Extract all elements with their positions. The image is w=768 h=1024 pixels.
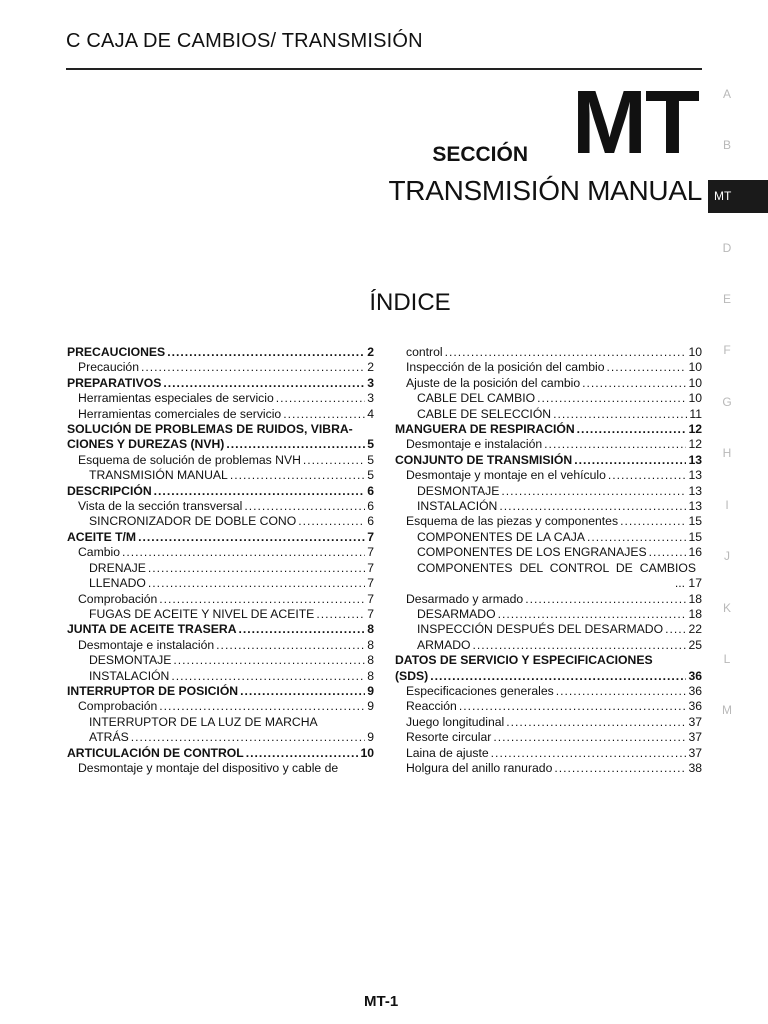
toc-entry[interactable] xyxy=(67,499,374,514)
toc-entry[interactable] xyxy=(395,499,702,514)
toc-entry-title: Comprobación xyxy=(78,591,158,606)
toc-entry-page: 18 xyxy=(688,606,702,621)
toc-entry-page: 7 xyxy=(367,545,374,560)
toc-entry-title: Reacción xyxy=(406,699,457,714)
toc-leader-dots xyxy=(525,592,686,607)
toc-leader-dots xyxy=(244,499,365,514)
toc-entry-page: 5 xyxy=(367,452,374,467)
toc-leader-dots xyxy=(239,622,366,637)
toc-leader-dots xyxy=(430,669,686,684)
toc-entry[interactable] xyxy=(395,376,702,391)
toc-entry-title: Comprobación xyxy=(78,699,158,714)
toc-entry[interactable] xyxy=(395,746,702,761)
toc-entry-line: Desmontaje y montaje del dispositivo y cable de xyxy=(78,760,339,775)
toc-entry-title: CABLE DE SELECCIÓN xyxy=(417,406,552,421)
toc-leader-dots xyxy=(240,684,365,699)
toc-entry-title: MANGUERA DE RESPIRACIÓN xyxy=(395,422,575,437)
toc-leader-dots xyxy=(163,376,365,391)
toc-entry-page: 6 xyxy=(367,514,374,529)
toc-entry-title: PRECAUCIONES xyxy=(67,345,166,359)
toc-entry-title: LLENADO xyxy=(89,576,146,591)
toc-entry-page: 10 xyxy=(360,745,374,760)
toc-entry[interactable] xyxy=(67,514,374,529)
toc-entry-title: ARTICULACIÓN DE CONTROL xyxy=(67,745,244,760)
toc-entry-page: 13 xyxy=(688,452,702,467)
toc-entry-title: DRENAJE xyxy=(89,560,146,575)
toc-entry[interactable] xyxy=(67,576,374,591)
side-tab-b[interactable]: B xyxy=(722,138,731,152)
toc-entry[interactable] xyxy=(395,407,702,422)
toc-entry-title: Esquema de solución de problemas NVH xyxy=(78,452,301,467)
toc-entry-line: COMPONENTES DEL CONTROL DE CAMBIOS xyxy=(417,560,696,575)
toc-entry-line: SOLUCIÓN DE PROBLEMAS DE RUIDOS, VIBRA- xyxy=(67,422,353,437)
toc-entry[interactable] xyxy=(395,422,702,437)
toc-leader-dots xyxy=(216,638,365,653)
side-tab-f[interactable]: F xyxy=(723,343,731,357)
toc-entry-page: 4 xyxy=(367,406,374,421)
toc-entry[interactable] xyxy=(67,407,374,422)
toc-entry-page: 12 xyxy=(688,422,702,437)
toc-entry-title: Juego longitudinal xyxy=(406,714,505,729)
toc-entry[interactable] xyxy=(395,730,702,745)
side-tab-d[interactable]: D xyxy=(722,241,732,255)
toc-leader-dots xyxy=(316,607,365,622)
toc-entry[interactable] xyxy=(67,638,374,653)
toc-entry-title: Desmontaje y montaje en el vehículo xyxy=(406,468,606,483)
toc-entry-continuation xyxy=(395,576,702,591)
toc-leader-dots xyxy=(303,453,365,468)
toc-entry-line: DATOS DE SERVICIO Y ESPECIFICACIONES xyxy=(395,653,653,668)
toc-entry-title: TRANSMISIÓN MANUAL xyxy=(89,468,228,483)
toc-entry-title: ATRÁS xyxy=(89,730,129,745)
toc-entry[interactable] xyxy=(395,484,702,499)
toc-entry-page: 8 xyxy=(367,653,374,668)
toc-leader-dots xyxy=(173,653,365,668)
toc-entry[interactable] xyxy=(67,622,374,637)
toc-entry-title: PREPARATIVOS xyxy=(67,375,162,390)
toc-leader-dots xyxy=(167,345,365,360)
toc-entry-title: Ajuste de la posición del cambio xyxy=(406,375,581,390)
toc-entry-page: 36 xyxy=(688,668,702,683)
toc-right-column xyxy=(395,345,702,776)
toc-entry[interactable] xyxy=(395,360,702,375)
toc-entry[interactable] xyxy=(67,699,374,714)
toc-entry[interactable] xyxy=(67,730,374,745)
toc-entry[interactable] xyxy=(395,437,702,452)
toc-entry[interactable] xyxy=(67,391,374,406)
header-rule xyxy=(66,68,702,70)
side-tab-e[interactable]: E xyxy=(722,292,731,306)
toc-leader-dots xyxy=(131,730,365,745)
toc-entry-page: 3 xyxy=(367,391,374,406)
section-label: SECCIÓN xyxy=(432,143,528,166)
toc-leader-dots xyxy=(459,699,687,714)
toc-leader-dots xyxy=(506,715,686,730)
toc-leader-dots xyxy=(122,545,365,560)
toc-leader-dots xyxy=(491,746,687,761)
toc-entry[interactable] xyxy=(67,345,374,360)
toc-leader-dots xyxy=(537,391,686,406)
toc-entry-title: Inspección de la posición del cambio xyxy=(406,360,605,375)
toc-leader-dots xyxy=(246,746,359,761)
section-code: MT xyxy=(572,73,698,173)
toc-entry-title: INSPECCIÓN DESPUÉS DEL DESARMADO xyxy=(417,622,664,637)
toc-entry-title: Desarmado y armado xyxy=(406,591,524,606)
toc-entry-page: 11 xyxy=(689,406,702,421)
toc-leader-dots xyxy=(473,638,687,653)
toc-leader-dots xyxy=(665,622,686,637)
side-tab-g[interactable]: G xyxy=(722,395,732,409)
toc-entry-title: INSTALACIÓN xyxy=(417,499,498,514)
side-tab-m[interactable]: M xyxy=(722,703,732,717)
toc-entry-page: 12 xyxy=(688,437,702,452)
toc-entry[interactable] xyxy=(395,699,702,714)
toc-leader-dots xyxy=(171,669,365,684)
toc-entry-page: 5 xyxy=(367,437,374,452)
toc-leader-dots xyxy=(226,437,365,452)
toc-entry[interactable] xyxy=(67,561,374,576)
toc-entry-title: (SDS) xyxy=(395,668,429,683)
toc-entry[interactable] xyxy=(395,345,702,360)
toc-entry-title: Resorte circular xyxy=(406,730,492,745)
toc-entry[interactable] xyxy=(67,669,374,684)
toc-leader-dots xyxy=(276,391,365,406)
toc-entry-title: Esquema de las piezas y componentes xyxy=(406,514,619,529)
toc-leader-dots xyxy=(544,437,686,452)
section-title: TRANSMISIÓN MANUAL xyxy=(388,175,702,206)
toc-leader-dots xyxy=(501,484,686,499)
toc-entry-title: Laina de ajuste xyxy=(406,745,489,760)
page-number: MT-1 xyxy=(364,993,399,1010)
toc-entry-page: 3 xyxy=(367,375,374,390)
toc-entry[interactable] xyxy=(67,468,374,483)
toc-entry[interactable] xyxy=(395,715,702,730)
toc-entry-title: ARMADO xyxy=(417,637,471,652)
toc-leader-dots xyxy=(577,422,687,437)
toc-entry-page: 10 xyxy=(688,375,702,390)
toc-entry-title: Herramientas especiales de servicio xyxy=(78,391,274,406)
toc-entry-title: INSTALACIÓN xyxy=(89,668,170,683)
toc-leader-dots xyxy=(498,607,687,622)
toc-leader-dots xyxy=(138,530,365,545)
toc-leader-dots xyxy=(556,684,687,699)
index-title: ÍNDICE xyxy=(369,289,451,316)
toc-entry-title: SINCRONIZADOR DE DOBLE CONO xyxy=(89,514,297,529)
toc-leader-dots xyxy=(608,468,687,483)
toc-entry-title: Vista de la sección transversal xyxy=(78,499,243,514)
toc-entry-title: DESMONTAJE xyxy=(89,653,172,668)
side-tab-j[interactable]: J xyxy=(724,549,730,563)
toc-leader-dots xyxy=(159,592,365,607)
side-tab-l[interactable]: L xyxy=(723,652,731,666)
toc-entry[interactable] xyxy=(67,545,374,560)
toc-entry-page: 2 xyxy=(367,345,374,359)
toc-entry-title: Holgura del anillo ranurado xyxy=(406,760,553,775)
toc-entry[interactable] xyxy=(67,376,374,391)
toc-entry-page: 2 xyxy=(367,360,374,375)
toc-leader-dots xyxy=(649,545,687,560)
toc-entry-title: DESMONTAJE xyxy=(417,483,500,498)
toc-entry-title: DESARMADO xyxy=(417,606,496,621)
toc-leader-dots xyxy=(298,514,365,529)
toc-entry-title: CONJUNTO DE TRANSMISIÓN xyxy=(395,452,573,467)
toc-leader-dots xyxy=(587,530,686,545)
toc-entry[interactable] xyxy=(395,453,702,468)
toc-entry[interactable] xyxy=(67,746,374,761)
toc-left-column xyxy=(67,345,374,776)
toc-entry[interactable] xyxy=(67,484,374,499)
toc-entry[interactable] xyxy=(67,360,374,375)
side-tab-mt[interactable]: MT xyxy=(708,180,768,213)
toc-entry[interactable] xyxy=(395,391,702,406)
toc-entry-title: JUNTA DE ACEITE TRASERA xyxy=(67,622,237,637)
toc-entry[interactable] xyxy=(395,514,702,529)
toc-entry-title: INTERRUPTOR DE POSICIÓN xyxy=(67,683,239,698)
toc-entry-page: 10 xyxy=(688,360,702,375)
toc-entry[interactable] xyxy=(395,761,702,776)
toc-leader-dots xyxy=(607,360,687,375)
toc-entry-page: 7 xyxy=(367,560,374,575)
toc-entry-title: Cambio xyxy=(78,545,120,560)
toc-entry-page: ... 17 xyxy=(674,576,702,591)
toc-entry-title: Herramientas comerciales de servicio xyxy=(78,406,282,421)
toc-entry-page: 36 xyxy=(688,699,702,714)
toc-entry-page: 15 xyxy=(688,529,702,544)
side-tab-h[interactable]: H xyxy=(722,446,732,460)
toc-entry[interactable] xyxy=(395,638,702,653)
toc-entry-page: 6 xyxy=(367,499,374,514)
toc-entry[interactable] xyxy=(67,653,374,668)
toc-entry-title: CIONES Y DUREZAS (NVH) xyxy=(67,437,225,452)
toc-entry-title: COMPONENTES DE LA CAJA xyxy=(417,529,585,544)
toc-leader-dots xyxy=(445,345,687,360)
toc-entry[interactable] xyxy=(395,684,702,699)
toc-leader-dots xyxy=(148,561,365,576)
toc-leader-dots xyxy=(230,468,365,483)
toc-entry[interactable] xyxy=(395,669,702,684)
toc-entry[interactable] xyxy=(67,684,374,699)
toc-leader-dots xyxy=(159,699,365,714)
side-tabs xyxy=(708,0,768,760)
toc-entry[interactable] xyxy=(395,468,702,483)
toc-leader-dots xyxy=(499,499,686,514)
toc-entry-page: 8 xyxy=(367,622,374,637)
toc-entry-title: COMPONENTES DE LOS ENGRANAJES xyxy=(417,545,647,560)
toc-entry[interactable] xyxy=(395,607,702,622)
toc-entry-page: 5 xyxy=(367,468,374,483)
toc-leader-dots xyxy=(154,484,366,499)
toc-entry-page: 25 xyxy=(688,637,702,652)
toc-entry-title: Desmontaje e instalación xyxy=(78,637,215,652)
toc-entry-page: 38 xyxy=(688,760,702,775)
toc-entry-title: DESCRIPCIÓN xyxy=(67,483,152,498)
side-tab-i[interactable]: I xyxy=(725,498,729,512)
toc-leader-dots xyxy=(493,730,686,745)
toc-entry[interactable] xyxy=(67,607,374,622)
toc-entry-page: 13 xyxy=(688,499,702,514)
toc-entry[interactable] xyxy=(67,592,374,607)
toc-entry[interactable] xyxy=(67,437,374,452)
toc-entry[interactable] xyxy=(395,530,702,545)
toc-entry-page: 13 xyxy=(688,483,702,498)
toc-entry-page: 9 xyxy=(367,730,374,745)
toc-entry-title: Precaución xyxy=(78,360,139,375)
toc-leader-dots xyxy=(553,407,687,422)
toc-entry-page: 18 xyxy=(688,591,702,606)
toc-entry-page: 13 xyxy=(688,468,702,483)
toc-leader-dots xyxy=(554,761,686,776)
toc-entry-line: INTERRUPTOR DE LA LUZ DE MARCHA xyxy=(89,714,318,729)
toc-leader-dots xyxy=(620,514,686,529)
toc-entry-page: 7 xyxy=(367,576,374,591)
toc-entry-title: CABLE DEL CAMBIO xyxy=(417,391,536,406)
toc-entry-page: 22 xyxy=(688,622,702,637)
toc-leader-dots xyxy=(582,376,686,391)
toc-entry-page: 37 xyxy=(688,745,702,760)
toc-entry-page: 7 xyxy=(367,606,374,621)
toc-entry[interactable] xyxy=(67,453,374,468)
toc-entry-page: 7 xyxy=(367,591,374,606)
toc-entry-page: 9 xyxy=(367,699,374,714)
toc-entry-page: 10 xyxy=(688,391,702,406)
toc-entry-title: control xyxy=(406,345,443,359)
side-tab-a[interactable]: A xyxy=(722,87,731,101)
category-header: C CAJA DE CAMBIOS/ TRANSMISIÓN xyxy=(66,30,423,52)
toc-entry-page: 10 xyxy=(688,345,702,359)
toc-entry-page: 37 xyxy=(688,730,702,745)
toc-entry-page: 8 xyxy=(367,668,374,683)
toc-leader-dots xyxy=(574,453,686,468)
toc-entry-page: 37 xyxy=(688,714,702,729)
toc-entry-page: 6 xyxy=(367,483,374,498)
toc-entry-page: 16 xyxy=(688,545,702,560)
toc-leader-dots xyxy=(283,407,365,422)
toc-entry-page: 8 xyxy=(367,637,374,652)
toc-entry-title: FUGAS DE ACEITE Y NIVEL DE ACEITE xyxy=(89,606,315,621)
toc-entry-page: 9 xyxy=(367,683,374,698)
toc-entry[interactable] xyxy=(395,592,702,607)
toc-entry-title: Desmontaje e instalación xyxy=(406,437,543,452)
toc-entry[interactable] xyxy=(67,530,374,545)
toc-entry-title: ACEITE T/M xyxy=(67,529,137,544)
toc-entry-page: 15 xyxy=(688,514,702,529)
toc-entry-page: 7 xyxy=(367,529,374,544)
toc-leader-dots xyxy=(141,360,365,375)
toc-entry-title: Especificaciones generales xyxy=(406,683,554,698)
side-tab-k[interactable]: K xyxy=(722,601,731,615)
toc-entry[interactable] xyxy=(395,622,702,637)
toc-leader-dots xyxy=(148,576,365,591)
toc-entry[interactable] xyxy=(395,545,702,560)
toc-entry-page: 36 xyxy=(688,683,702,698)
